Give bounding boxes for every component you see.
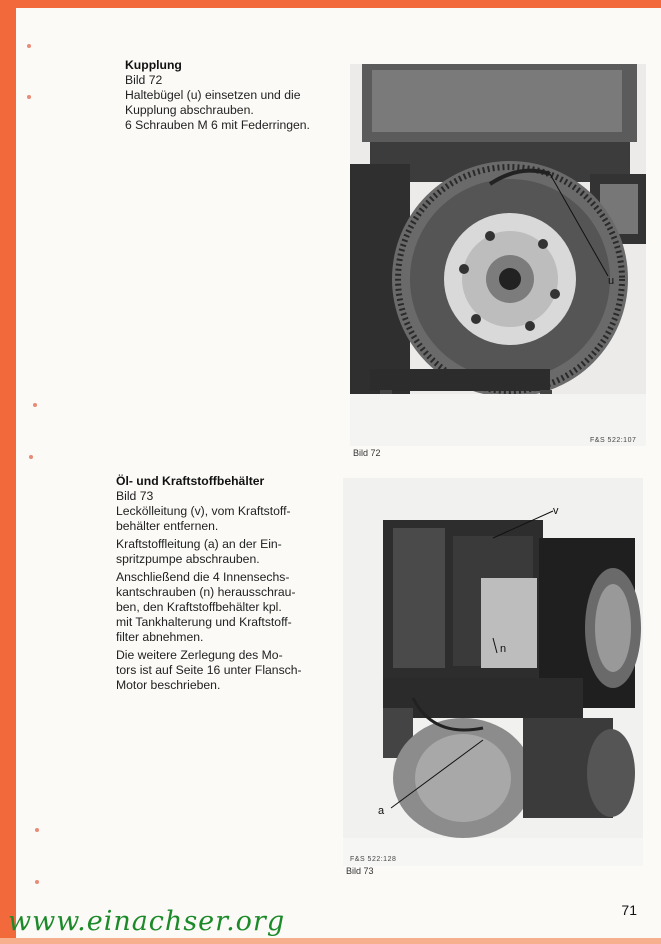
body-line: tors ist auf Seite 16 unter Flansch- — [116, 663, 302, 677]
figure-reference: Bild 73 — [116, 489, 154, 503]
orange-left-border — [0, 0, 16, 944]
orange-top-border — [0, 0, 661, 8]
punch-hole-mark — [35, 880, 39, 884]
body-line: mit Tankhalterung und Kraftstoff- — [116, 615, 292, 629]
punch-hole-mark — [27, 95, 31, 99]
body-line: Die weitere Zerlegung des Mo- — [116, 648, 283, 662]
callout-label-n: n — [500, 643, 507, 655]
punch-hole-mark — [35, 828, 39, 832]
callout-label-v: v — [553, 505, 559, 517]
website-watermark: www.einachser.org — [8, 906, 286, 937]
body-line: filter abnehmen. — [116, 630, 204, 644]
body-line: Leckölleitung (v), vom Kraftstoff- — [116, 504, 291, 518]
punch-hole-mark — [33, 403, 37, 407]
photo-bild-73-fuel-tank — [343, 478, 643, 866]
figure-caption: Bild 72 — [353, 448, 381, 458]
body-line: kantschrauben (n) herausschrau- — [116, 585, 296, 599]
page-number: 71 — [621, 902, 637, 918]
figure-reference: Bild 72 — [125, 73, 163, 87]
body-line: Kraftstoffleitung (a) an der Ein- — [116, 537, 282, 551]
engine-fuel-tank-illustration — [343, 478, 643, 866]
callout-label-a: a — [378, 805, 385, 817]
body-line: 6 Schrauben M 6 mit Federringen. — [125, 118, 310, 132]
figure-caption: Bild 73 — [346, 866, 374, 876]
section-heading: Öl- und Kraftstoffbehälter — [116, 474, 265, 488]
punch-hole-mark — [27, 44, 31, 48]
body-line: ben, den Kraftstoffbehälter kpl. — [116, 600, 282, 614]
body-line: Motor beschrieben. — [116, 678, 221, 692]
section-kupplung — [125, 58, 345, 133]
body-line: Anschließend die 4 Innensechs- — [116, 570, 290, 584]
clutch-flywheel-illustration — [350, 64, 646, 446]
section-oel-kraftstoffbehaelter — [116, 474, 336, 693]
body-line: spritzpumpe abschrauben. — [116, 552, 260, 566]
photo-bild-72-clutch — [350, 64, 646, 446]
photo-code: F&S 522:128 — [350, 856, 397, 863]
punch-hole-mark — [29, 455, 33, 459]
section-heading: Kupplung — [125, 58, 182, 72]
photo-code: F&S 522:107 — [590, 437, 637, 444]
body-line: Haltebügel (u) einsetzen und die — [125, 88, 301, 102]
body-line: behälter entfernen. — [116, 519, 219, 533]
orange-bottom-border — [0, 938, 661, 944]
callout-label-u: u — [608, 275, 615, 287]
body-line: Kupplung abschrauben. — [125, 103, 254, 117]
